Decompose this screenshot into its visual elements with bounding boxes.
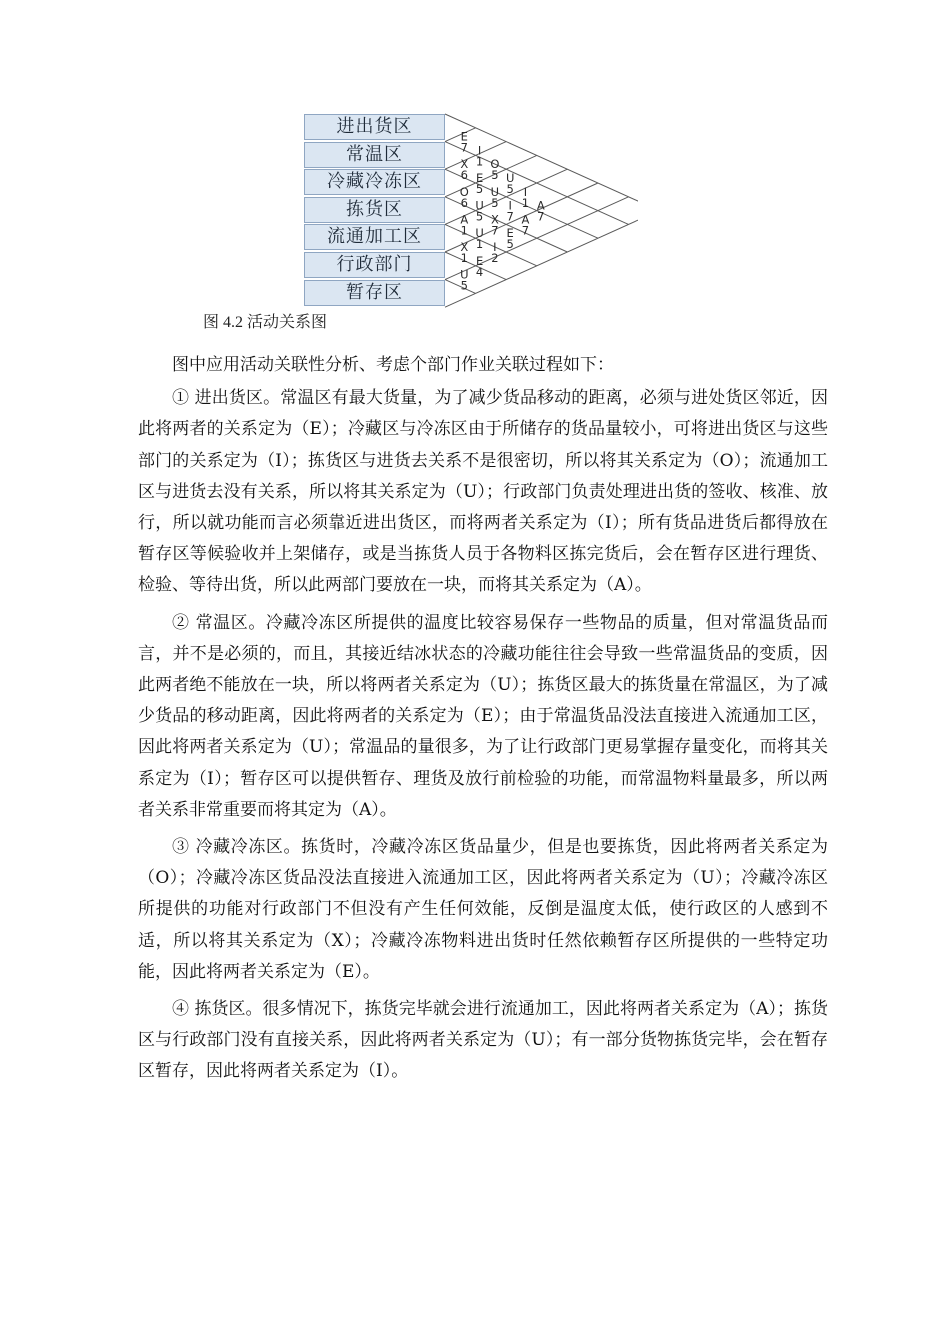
relation-code: I: [508, 198, 512, 213]
relation-reason: 6: [460, 168, 468, 183]
body-text: [138, 350, 828, 1094]
relation-code: E: [506, 226, 514, 241]
relation-code: X: [490, 212, 499, 227]
relation-code: O: [490, 157, 500, 172]
figure-caption: 图 4.2 活动关系图: [203, 314, 328, 331]
relation-reason: 1: [475, 237, 484, 252]
relation-reason: 7: [537, 209, 545, 224]
relation-code: X: [460, 157, 469, 172]
relation-code: E: [460, 129, 468, 144]
relation-code: A: [536, 198, 545, 213]
relation-reason: 5: [475, 209, 484, 224]
relation-code: A: [521, 212, 530, 227]
relation-code: A: [460, 212, 469, 227]
paragraph-receiving-area: ① 进出货区。常温区有最大货量，为了减少货品移动的距离，必须与进处货区邻近，因此将两者的关系定为（E）；冷藏区与冷冻区由于所储存的货品量较小，可将进出货区与这些部门的关系定为（I）；拣货区与进货去关系不是很密切，所以将其关系定为（O）；流通加工区与进货去没有关系，所以将其关系定为（U）；行政部门负责处理进出货的签收、核准、放行，所以就功能而言必须靠近进出货区，而将两者关系定为（I）；所有货品进货后都得放在暂存区等候验收并上架储存，或是当拣货人员于各物料区拣完货后，会在暂存区进行理货、检验、等待出货，所以此两部门要放在一块，而将其关系定为（A）。: [138, 388, 828, 596]
relation-code: X: [460, 240, 469, 254]
relation-reason: 1: [475, 154, 484, 169]
relation-reason: 1: [460, 251, 468, 265]
relation-code: U: [490, 184, 500, 199]
relation-code: U: [460, 267, 469, 282]
relation-code: E: [475, 253, 484, 268]
relation-reason: 1: [521, 195, 530, 210]
department-row: 拣货区: [304, 197, 445, 223]
relation-code: U: [475, 198, 484, 213]
relation-reason: 7: [491, 223, 499, 238]
department-row: 流通加工区: [304, 224, 445, 250]
activity-relationship-figure: [304, 110, 638, 310]
relation-reason: 5: [460, 278, 468, 293]
relation-reason: 5: [491, 168, 499, 183]
relation-reason: 5: [506, 237, 514, 252]
department-row: 常温区: [304, 142, 445, 168]
relation-reason: 1: [460, 223, 468, 238]
relation-reason: 7: [521, 223, 530, 238]
relation-code: U: [475, 226, 484, 241]
intro-paragraph: 图中应用活动关联性分析、考虑个部门作业关联过程如下：: [172, 355, 614, 375]
department-row: 进出货区: [304, 114, 445, 140]
relation-code: U: [505, 171, 515, 185]
relation-reason: 4: [475, 264, 484, 279]
department-row: 暂存区: [304, 280, 445, 306]
relation-reason: 5: [491, 195, 499, 210]
department-row: 行政部门: [304, 252, 445, 278]
relation-code: E: [475, 171, 484, 185]
relation-code: I: [477, 143, 482, 158]
paragraph-picking-area: ④ 拣货区。很多情况下，拣货完毕就会进行流通加工，因此将两者关系定为（A）；拣货区与行政部门没有直接关系，因此将两者关系定为（U）；有一部分货物拣货完毕，会在暂存区暂存，因此将两者关系定为（I）。: [138, 999, 828, 1082]
relation-code: I: [523, 184, 528, 199]
relation-code: O: [459, 184, 469, 199]
relation-reason: 2: [491, 251, 499, 265]
relation-reason: 7: [460, 140, 468, 155]
department-row: 冷藏冷冻区: [304, 169, 445, 195]
relation-reason: 5: [506, 182, 514, 196]
relationship-matrix-diagram: [304, 110, 638, 310]
relation-code: I: [493, 240, 497, 254]
paragraph-ambient-area: ② 常温区。冷藏冷冻区所提供的温度比较容易保存一些物品的质量，但对常温货品而言，并不是必须的，而且，其接近结冰状态的冷藏功能往往会导致一些常温货品的变质，因此两者绝不能放在一块，所以将两者关系定为（U）；拣货区最大的拣货量在常温区，为了减少货品的移动距离，因此将两者的关系定为（E）；由于常温货品没法直接进入流通加工区，因此将两者关系定为（U）；常温品的量很多，为了让行政部门更易掌握存量变化，而将其关系定为（I）；暂存区可以提供暂存、理货及放行前检验的功能，而常温物料量最多，所以两者关系非常重要而将其定为（A）。: [138, 612, 828, 820]
relation-reason: 6: [460, 195, 468, 210]
paragraph-cold-storage-area: ③ 冷藏冷冻区。拣货时，冷藏冷冻区货品量少，但是也要拣货，因此将两者关系定为（O）；冷藏冷冻区货品没法直接进入流通加工区，因此将两者关系定为（U）；冷藏冷冻区所提供的功能对行政部门不但没有产生任何效能，反倒是温度太低，使行政区的人感到不适，所以将其关系定为（X）；冷藏冷冻物料进出货时任然依赖暂存区所提供的一些特定功能，因此将两者关系定为（E）。: [138, 837, 828, 982]
relation-reason: 5: [475, 182, 484, 196]
relation-reason: 7: [506, 209, 514, 224]
